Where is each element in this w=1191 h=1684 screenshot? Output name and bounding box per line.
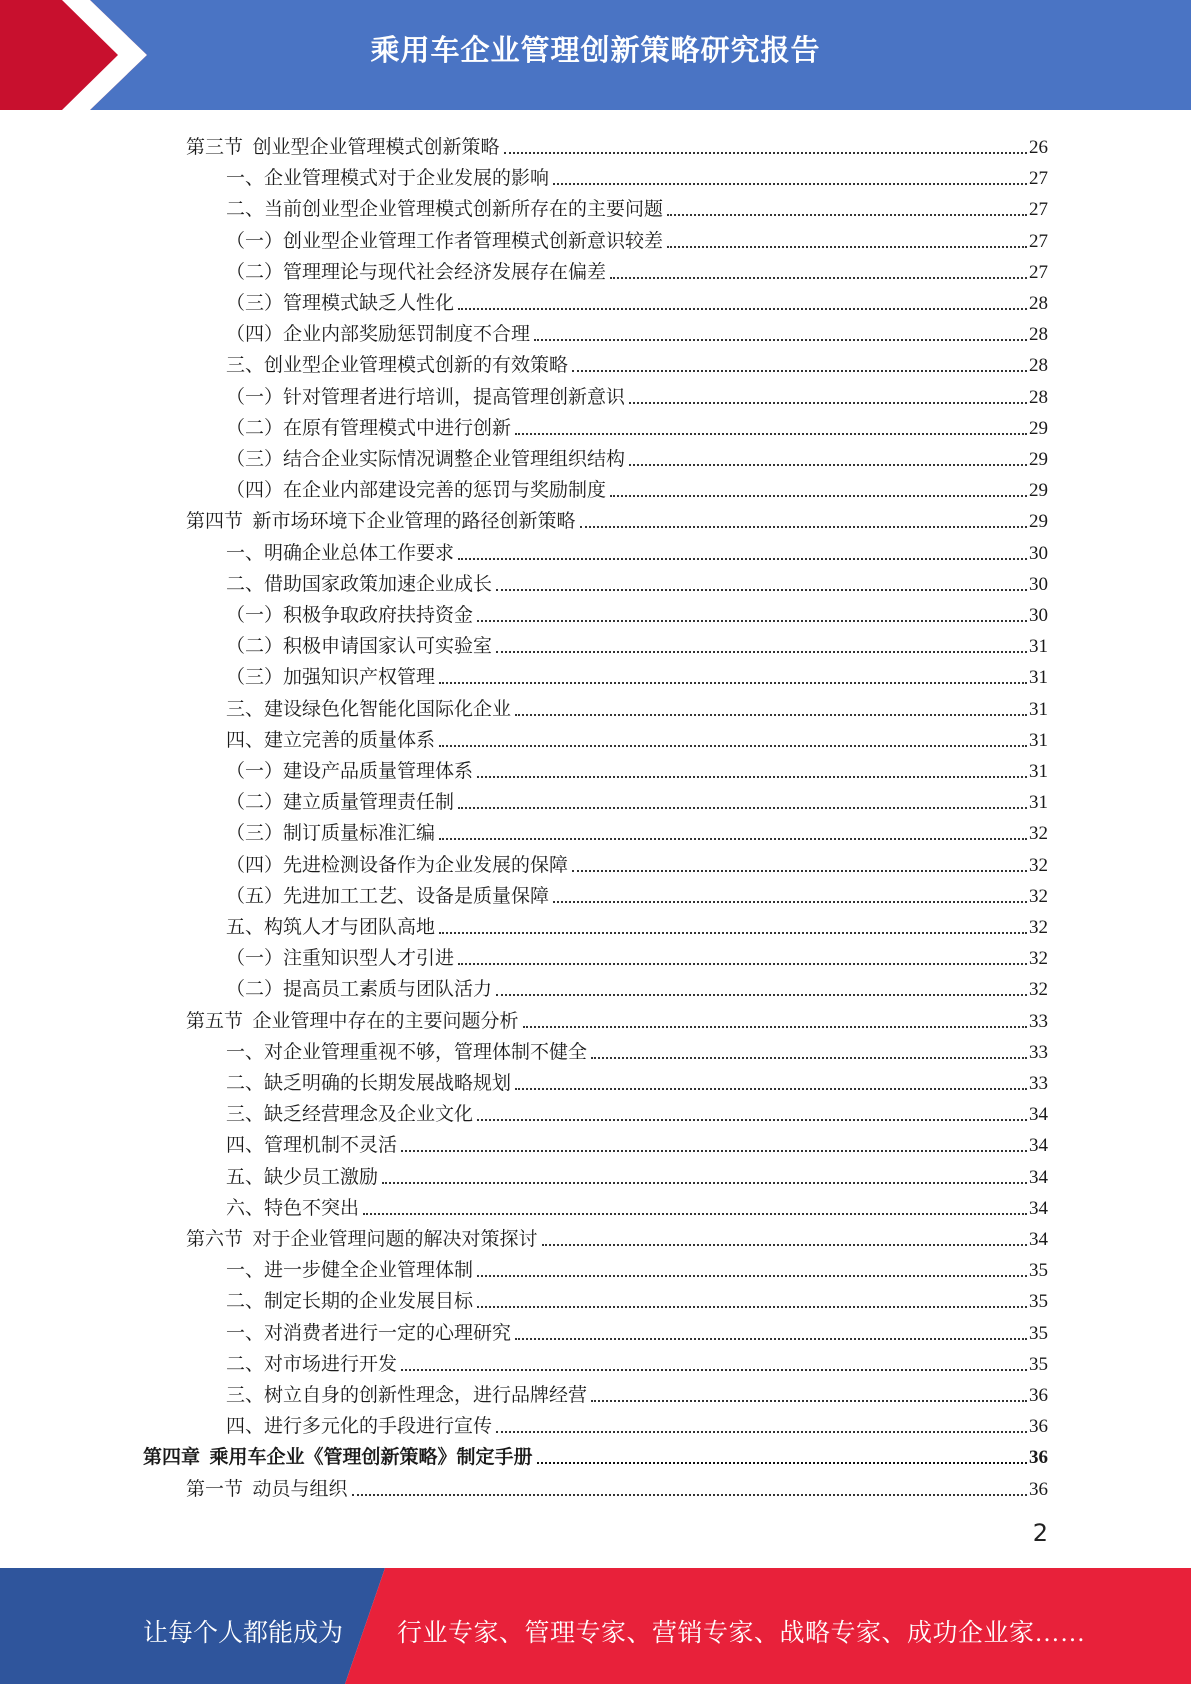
toc-leader-dots [667,246,1027,248]
toc-entry-page: 27 [1029,199,1048,221]
toc-entry[interactable] [226,1282,1048,1313]
toc-entry-title: 二、借助国家政策加速企业成长 [226,573,493,595]
toc-entry[interactable] [186,1470,1048,1501]
toc-entry-title: 三、树立自身的创新性理念，进行品牌经营 [226,1385,588,1406]
toc-entry-title: 四、管理机制不灵活 [226,1135,398,1157]
toc-leader-dots [523,1026,1027,1028]
toc-entry-title: 四、进行多元化的手段进行宣传 [226,1416,493,1438]
toc-entry-page: 36 [1029,1447,1048,1469]
chevron-decoration [0,0,160,110]
toc-entry[interactable] [226,1376,1048,1407]
toc-entry[interactable] [186,502,1048,533]
toc-entry[interactable] [226,315,1048,346]
toc-leader-dots [542,1244,1027,1246]
toc-entry[interactable] [226,1251,1048,1282]
toc-leader-dots [591,1057,1027,1059]
toc-entry[interactable] [226,752,1048,783]
toc-entry[interactable] [226,1407,1048,1438]
toc-entry[interactable] [186,128,1048,159]
toc-entry[interactable] [226,627,1048,658]
toc-entry-title: （三）管理模式缺乏人性化 [226,293,455,314]
toc-entry-title: （四）在企业内部建设完善的惩罚与奖励制度 [226,480,607,502]
toc-entry[interactable] [226,440,1048,471]
toc-entry[interactable] [226,814,1048,845]
toc-entry-title: 第五节 企业管理中存在的主要问题分析 [186,1010,519,1032]
toc-entry[interactable] [226,159,1048,190]
toc-leader-dots [363,1213,1027,1215]
toc-entry-title: 一、企业管理模式对于企业发展的影响 [226,168,550,190]
toc-entry[interactable] [143,1438,1048,1469]
footer-slogan-right: 行业专家、管理专家、营销专家、战略专家、成功企业家…… [397,1620,1086,1647]
toc-entry-page: 34 [1029,1197,1048,1219]
toc-entry-title: （二）提高员工素质与团队活力 [226,979,493,1001]
toc-entry-title: 二、缺乏明确的长期发展战略规划 [226,1073,512,1094]
toc-entry[interactable] [226,471,1048,502]
toc-entry-title: （三）制订质量标准汇编 [226,823,436,845]
toc-entry-page: 36 [1029,1478,1048,1500]
toc-entry[interactable] [226,1095,1048,1126]
page-number: 2 [1032,1519,1048,1547]
page-header [0,0,1191,110]
toc-entry-page: 33 [1029,1010,1048,1032]
toc-leader-dots [629,402,1027,404]
toc-entry[interactable] [186,1220,1048,1251]
toc-entry-title: 六、特色不突出 [226,1197,360,1219]
toc-entry-page: 32 [1029,885,1048,907]
toc-leader-dots [496,1431,1027,1433]
toc-entry-page: 33 [1029,1073,1048,1094]
toc-entry-title: （四）先进检测设备作为企业发展的保障 [226,854,569,876]
toc-entry-title: 第四节 新市场环境下企业管理的路径创新策略 [186,511,576,533]
toc-entry-page: 28 [1029,386,1048,408]
toc-entry-page: 31 [1029,761,1048,782]
toc-entry-title: 第六节 对于企业管理问题的解决对策探讨 [186,1229,538,1250]
toc-entry-title: 四、建立完善的质量体系 [226,729,436,751]
toc-leader-dots [591,1400,1027,1402]
toc-leader-dots [515,1088,1027,1090]
toc-entry[interactable] [186,1002,1048,1033]
toc-leader-dots [553,183,1027,185]
toc-entry[interactable] [226,534,1048,565]
toc-entry-page: 31 [1029,667,1048,689]
toc-entry[interactable] [226,908,1048,939]
toc-entry-page: 35 [1029,1353,1048,1375]
toc-entry[interactable] [226,846,1048,877]
report-title: 乘用车企业管理创新策略研究报告 [370,33,821,67]
toc-entry-page: 31 [1029,792,1048,814]
toc-leader-dots [534,339,1027,341]
toc-entry-page: 27 [1029,230,1048,252]
toc-entry-page: 34 [1029,1229,1048,1250]
toc-leader-dots [352,1494,1027,1496]
toc-leader-dots [477,776,1027,778]
toc-entry[interactable] [226,690,1048,721]
toc-entry-title: 二、对市场进行开发 [226,1353,398,1375]
toc-entry-page: 35 [1029,1260,1048,1282]
toc-entry[interactable] [226,346,1048,377]
toc-leader-dots [439,932,1027,934]
toc-entry-page: 36 [1029,1385,1048,1406]
toc-entry-title: （一）注重知识型人才引进 [226,948,455,970]
toc-entry-title: 第四章 乘用车企业《管理创新策略》制定手册 [143,1447,533,1469]
toc-leader-dots [439,838,1027,840]
toc-entry-page: 31 [1029,636,1048,658]
toc-entry-title: （五）先进加工工艺、设备是质量保障 [226,885,550,907]
toc-entry-page: 34 [1029,1166,1048,1188]
toc-leader-dots [504,152,1027,154]
toc-entry-page: 29 [1029,480,1048,502]
toc-leader-dots [477,1275,1027,1277]
toc-entry-title: 二、制定长期的企业发展目标 [226,1291,474,1313]
toc-entry-title: 三、建设绿色化智能化国际化企业 [226,698,512,720]
toc-entry-title: （一）建设产品质量管理体系 [226,761,474,782]
toc-entry-page: 36 [1029,1416,1048,1438]
toc-entry-page: 28 [1029,324,1048,346]
toc-entry-title: （二）建立质量管理责任制 [226,792,455,814]
toc-entry[interactable] [226,1126,1048,1157]
toc-leader-dots [458,963,1027,965]
toc-entry-page: 35 [1029,1322,1048,1344]
toc-leader-dots [401,1150,1027,1152]
toc-entry-title: 三、创业型企业管理模式创新的有效策略 [226,355,569,377]
toc-entry-page: 31 [1029,698,1048,720]
toc-entry[interactable] [226,970,1048,1001]
toc-leader-dots [382,1182,1027,1184]
toc-leader-dots [629,464,1027,466]
toc-leader-dots [515,1338,1027,1340]
toc-leader-dots [458,558,1027,560]
toc-entry-title: （一）针对管理者进行培训，提高管理创新意识 [226,386,626,408]
toc-entry-page: 35 [1029,1291,1048,1313]
toc-entry-title: （一）积极争取政府扶持资金 [226,605,474,626]
toc-leader-dots [439,682,1027,684]
toc-entry[interactable] [226,783,1048,814]
toc-leader-dots [439,745,1027,747]
toc-leader-dots [515,433,1027,435]
toc-entry[interactable] [226,1345,1048,1376]
toc-leader-dots [667,214,1027,216]
page-footer [0,1568,1191,1684]
toc-leader-dots [610,495,1027,497]
toc-leader-dots [401,1369,1027,1371]
toc-leader-dots [496,589,1027,591]
toc-entry-page: 32 [1029,917,1048,938]
toc-entry-page: 28 [1029,355,1048,377]
toc-entry[interactable] [226,409,1048,440]
toc-entry-title: （二）积极申请国家认可实验室 [226,636,493,658]
toc-entry[interactable] [226,658,1048,689]
toc-entry-page: 33 [1029,1041,1048,1063]
toc-entry[interactable] [226,1314,1048,1345]
toc-entry-page: 34 [1029,1104,1048,1126]
toc-leader-dots [515,714,1027,716]
toc-leader-dots [458,807,1027,809]
toc-entry-page: 32 [1029,948,1048,970]
toc-leader-dots [458,308,1027,310]
toc-leader-dots [572,370,1027,372]
toc-entry-page: 27 [1029,168,1048,190]
toc-entry-title: （四）企业内部奖励惩罚制度不合理 [226,324,531,346]
toc-entry[interactable] [226,565,1048,596]
toc-entry-title: （二）在原有管理模式中进行创新 [226,417,512,439]
toc-entry-page: 29 [1029,511,1048,533]
toc-entry-page: 32 [1029,979,1048,1001]
toc-entry-title: 五、构筑人才与团队高地 [226,917,436,938]
toc-leader-dots [537,1462,1027,1464]
toc-leader-dots [580,526,1027,528]
toc-entry-title: （一）创业型企业管理工作者管理模式创新意识较差 [226,230,664,252]
toc-entry-page: 28 [1029,293,1048,314]
toc-entry[interactable] [226,253,1048,284]
toc-entry-title: 一、进一步健全企业管理体制 [226,1260,474,1282]
toc-entry-title: （三）结合企业实际情况调整企业管理组织结构 [226,449,626,470]
toc-entry[interactable] [226,378,1048,409]
toc-entry-page: 27 [1029,261,1048,283]
toc-entry-title: 第一节 动员与组织 [186,1478,348,1500]
toc-entry-page: 30 [1029,605,1048,626]
toc-entry-title: 第三节 创业型企业管理模式创新策略 [186,137,500,158]
toc-leader-dots [477,1306,1027,1308]
toc-entry-page: 32 [1029,854,1048,876]
toc-entry[interactable] [226,877,1048,908]
toc-entry[interactable] [226,596,1048,627]
toc-entry-page: 26 [1029,137,1048,158]
toc-entry[interactable] [226,284,1048,315]
toc-entry-title: 五、缺少员工激励 [226,1166,379,1188]
toc-entry[interactable] [226,1158,1048,1189]
toc-entry-title: 一、对企业管理重视不够，管理体制不健全 [226,1041,588,1063]
toc-leader-dots [553,901,1027,903]
toc-leader-dots [496,651,1027,653]
toc-entry[interactable] [226,1189,1048,1220]
toc-entry[interactable] [226,222,1048,253]
footer-slogan-left: 让每个人都能成为 [143,1620,344,1647]
toc-entry[interactable] [226,190,1048,221]
toc-entry[interactable] [226,721,1048,752]
toc-entry-page: 29 [1029,449,1048,470]
toc-entry[interactable] [226,939,1048,970]
toc-entry[interactable] [226,1064,1048,1095]
toc-leader-dots [610,277,1027,279]
toc-leader-dots [572,870,1027,872]
toc-entry-page: 34 [1029,1135,1048,1157]
toc-leader-dots [496,994,1027,996]
toc-entry-title: （二）管理理论与现代社会经济发展存在偏差 [226,261,607,283]
toc-entry-page: 31 [1029,729,1048,751]
toc-entry-title: 一、明确企业总体工作要求 [226,542,455,564]
toc-entry-page: 30 [1029,542,1048,564]
toc-leader-dots [477,1119,1027,1121]
toc-entry-title: 一、对消费者进行一定的心理研究 [226,1322,512,1344]
toc-entry-title: 二、当前创业型企业管理模式创新所存在的主要问题 [226,199,664,221]
toc-entry-page: 30 [1029,573,1048,595]
toc-entry-title: （三）加强知识产权管理 [226,667,436,689]
toc-entry-page: 29 [1029,417,1048,439]
toc-leader-dots [477,620,1027,622]
toc-entry-title: 三、缺乏经营理念及企业文化 [226,1104,474,1126]
toc-entry[interactable] [226,1033,1048,1064]
toc-entry-page: 32 [1029,823,1048,845]
